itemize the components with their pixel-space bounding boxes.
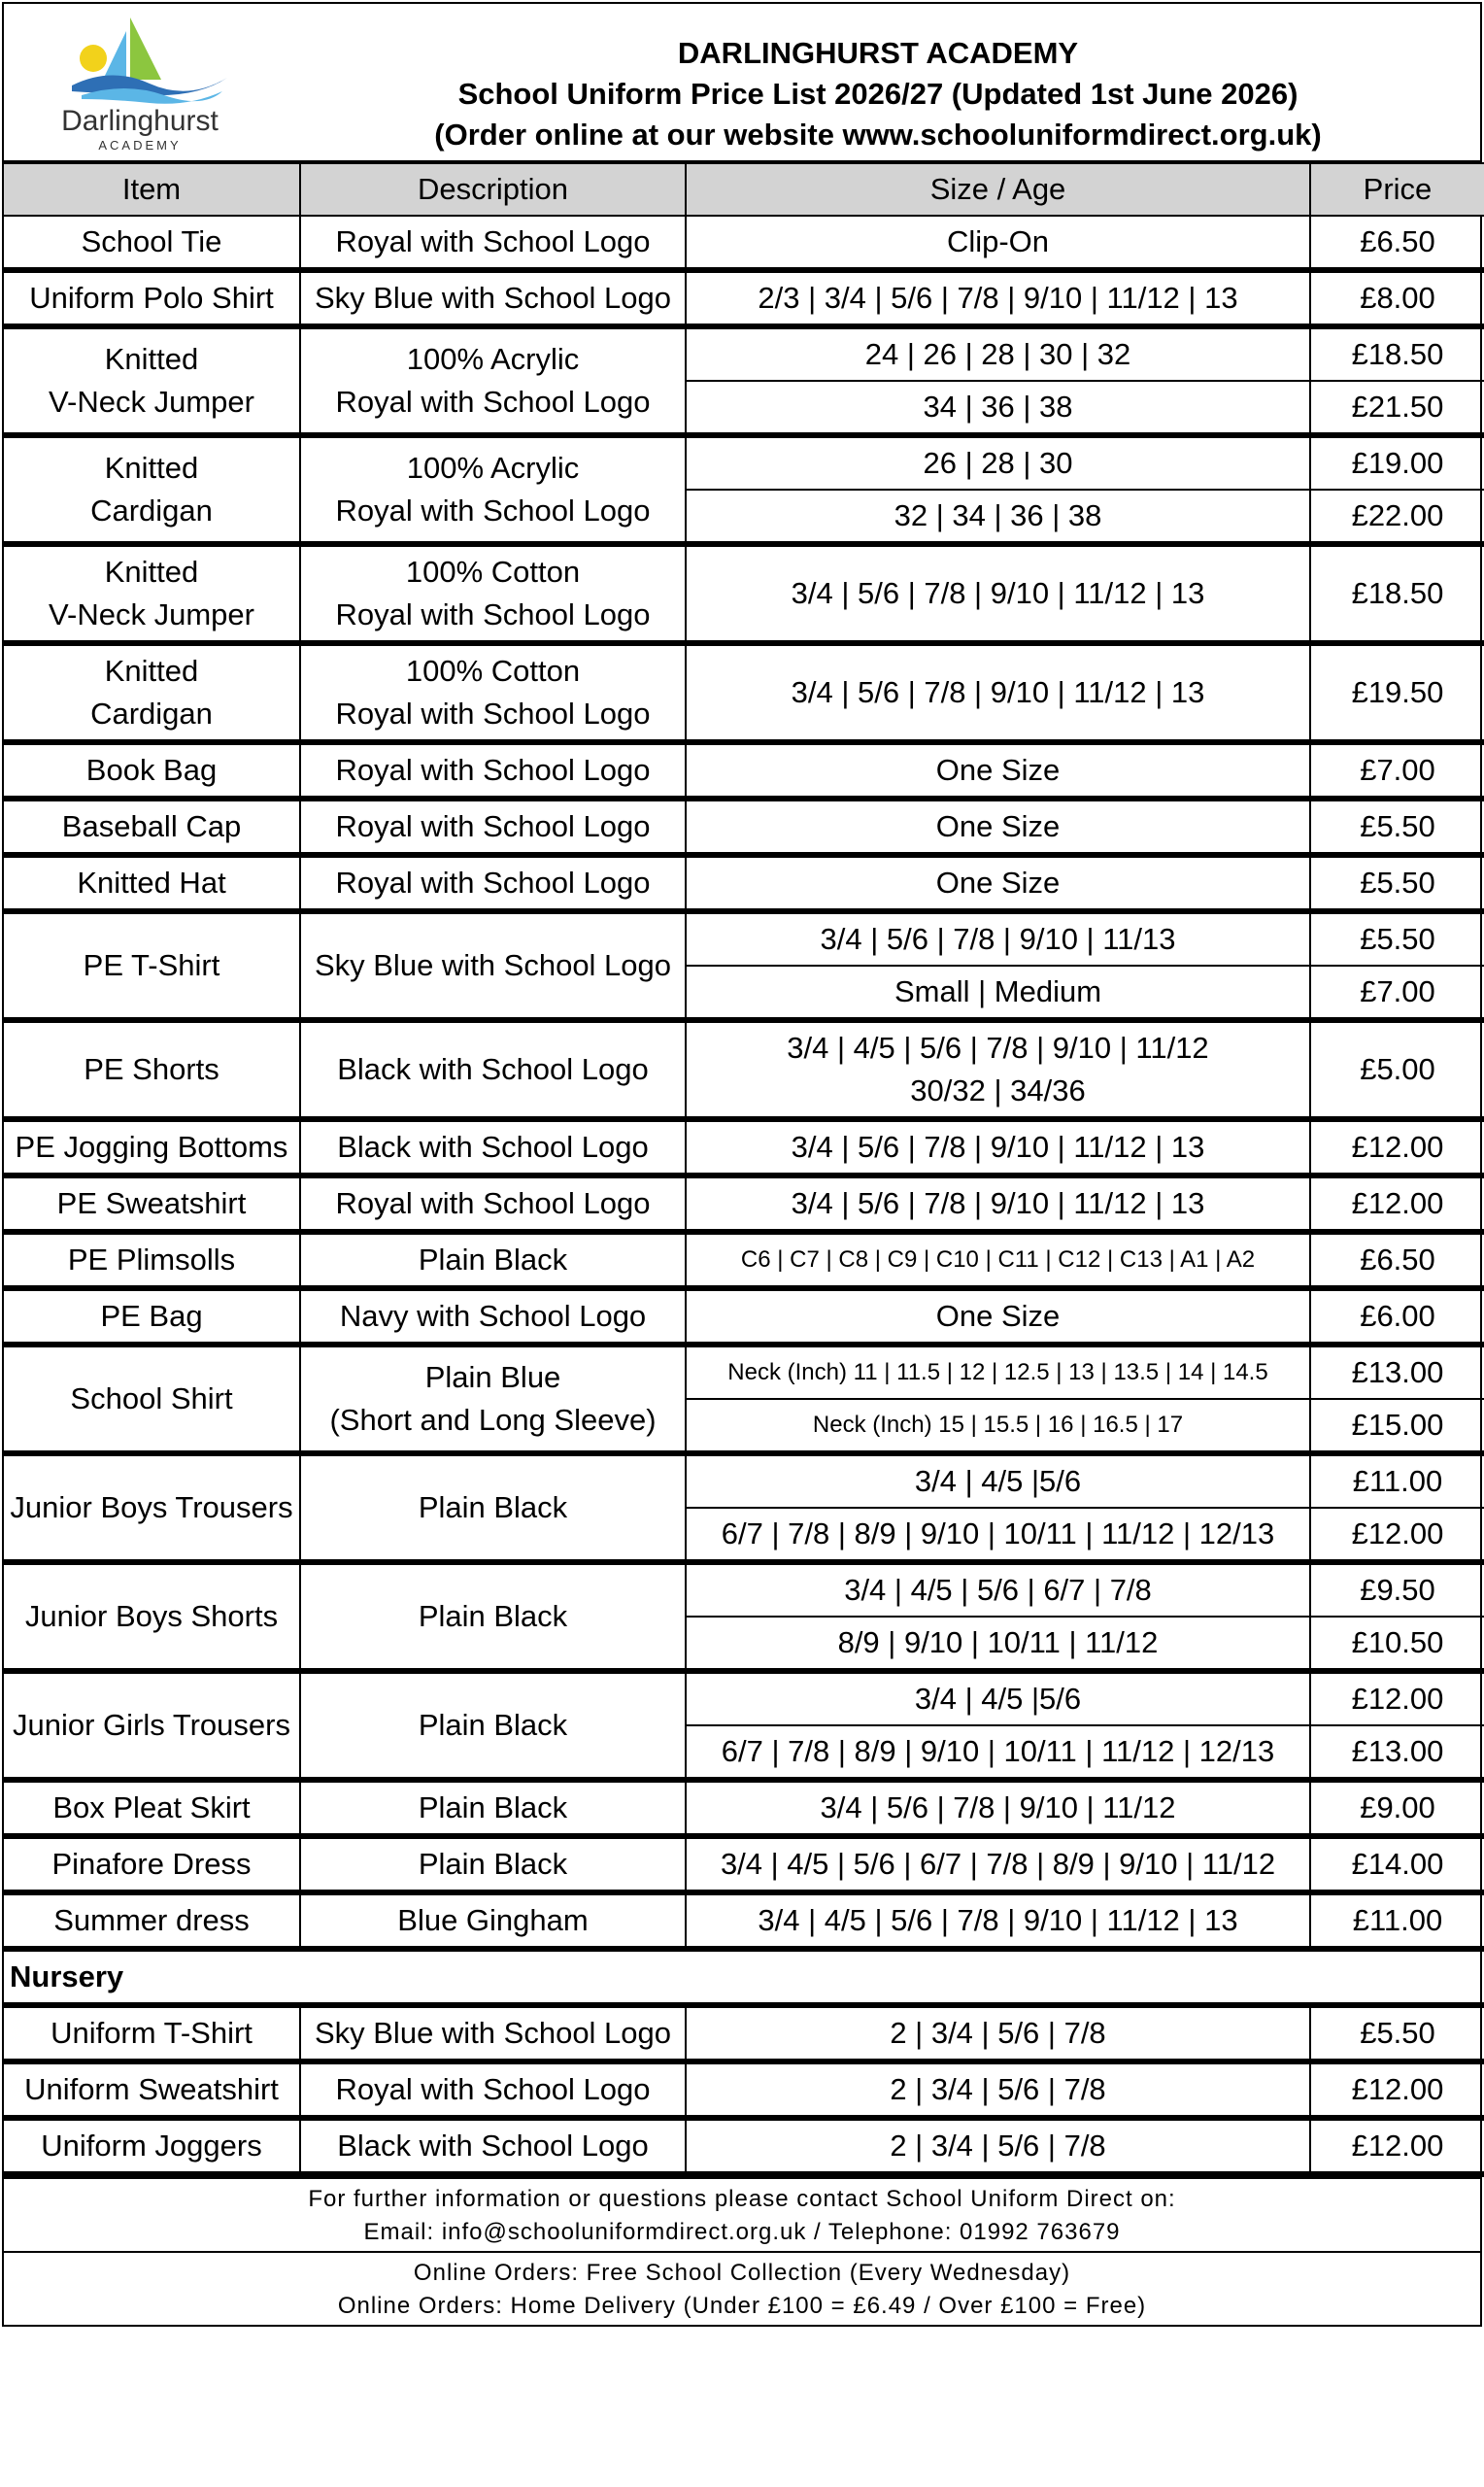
description-cell: Plain Black [300, 1780, 686, 1836]
table-row [4, 2118, 1484, 2174]
description-cell: Black with School Logo [300, 1020, 686, 1119]
column-header-item: Item [4, 163, 300, 216]
item-cell: Knitted Cardigan [4, 643, 300, 742]
main-items-body [4, 216, 1484, 1949]
table-row [4, 216, 1484, 270]
description-cell: Plain Blue (Short and Long Sleeve) [300, 1345, 686, 1453]
description-cell: Sky Blue with School Logo [300, 911, 686, 1020]
size-cell: 3/4 | 4/5 |5/6 [686, 1671, 1310, 1725]
item-cell: Junior Boys Trousers [4, 1453, 300, 1562]
price-cell: £6.50 [1310, 1232, 1484, 1288]
price-cell: £5.00 [1310, 1020, 1484, 1119]
size-cell: 2 | 3/4 | 5/6 | 7/8 [686, 2005, 1310, 2061]
price-cell: £11.00 [1310, 1453, 1484, 1508]
price-cell: £5.50 [1310, 855, 1484, 911]
table-row [4, 1780, 1484, 1836]
size-cell: 3/4 | 5/6 | 7/8 | 9/10 | 11/12 | 13 [686, 643, 1310, 742]
column-header-size: Size / Age [686, 163, 1310, 216]
description-cell: Royal with School Logo [300, 1175, 686, 1232]
item-cell: Box Pleat Skirt [4, 1780, 300, 1836]
nursery-section-row [4, 1949, 1484, 2005]
size-cell: One Size [686, 742, 1310, 799]
page-subtitle: School Uniform Price List 2026/27 (Updated 1st June 2026) [457, 77, 1298, 111]
price-cell: £14.00 [1310, 1836, 1484, 1892]
size-cell: 2/3 | 3/4 | 5/6 | 7/8 | 9/10 | 11/12 | 13 [686, 270, 1310, 326]
description-cell: Sky Blue with School Logo [300, 270, 686, 326]
price-cell: £22.00 [1310, 490, 1484, 544]
size-cell: C6 | C7 | C8 | C9 | C10 | C11 | C12 | C13 | A1 | A2 [686, 1232, 1310, 1288]
table-row [4, 1671, 1484, 1725]
table-row [4, 855, 1484, 911]
description-cell: Royal with School Logo [300, 799, 686, 855]
table-row [4, 1345, 1484, 1399]
item-cell: Uniform Sweatshirt [4, 2061, 300, 2118]
school-logo-icon [33, 10, 247, 155]
size-cell: 3/4 | 4/5 |5/6 [686, 1453, 1310, 1508]
price-cell: £8.00 [1310, 270, 1484, 326]
item-cell: Junior Boys Shorts [4, 1562, 300, 1671]
price-list-sheet [2, 2, 1482, 2327]
contact-info [4, 2177, 1480, 2253]
table-row [4, 1020, 1484, 1119]
description-cell: Blue Gingham [300, 1892, 686, 1949]
table-row [4, 911, 1484, 966]
item-cell: PE Sweatshirt [4, 1175, 300, 1232]
table-row [4, 2061, 1484, 2118]
table-row [4, 326, 1484, 381]
size-cell: 6/7 | 7/8 | 8/9 | 9/10 | 10/11 | 11/12 | 12/13 [686, 1725, 1310, 1780]
price-cell: £6.00 [1310, 1288, 1484, 1345]
order-collection-line: Online Orders: Free School Collection (Every Wednesday) [413, 2260, 1071, 2286]
price-cell: £18.50 [1310, 544, 1484, 643]
price-cell: £12.00 [1310, 2118, 1484, 2174]
item-cell: PE Bag [4, 1288, 300, 1345]
item-cell: School Shirt [4, 1345, 300, 1453]
price-cell: £12.00 [1310, 1119, 1484, 1175]
table-row [4, 1119, 1484, 1175]
size-cell: One Size [686, 799, 1310, 855]
description-cell: 100% Cotton Royal with School Logo [300, 544, 686, 643]
description-cell: Navy with School Logo [300, 1288, 686, 1345]
table-row [4, 1175, 1484, 1232]
description-cell: Royal with School Logo [300, 2061, 686, 2118]
table-row [4, 643, 1484, 742]
item-cell: PE Shorts [4, 1020, 300, 1119]
size-cell: 3/4 | 4/5 | 5/6 | 6/7 | 7/8 | 8/9 | 9/10 | 11/12 [686, 1836, 1310, 1892]
item-cell: Knitted V-Neck Jumper [4, 544, 300, 643]
order-online-line: (Order online at our website www.schooluniformdirect.org.uk) [434, 118, 1322, 152]
order-info [4, 2253, 1480, 2325]
table-row [4, 270, 1484, 326]
table-row [4, 799, 1484, 855]
size-cell: One Size [686, 855, 1310, 911]
price-cell: £19.50 [1310, 643, 1484, 742]
size-cell: Small | Medium [686, 966, 1310, 1020]
price-cell: £18.50 [1310, 326, 1484, 381]
price-cell: £7.00 [1310, 742, 1484, 799]
table-row [4, 435, 1484, 490]
size-cell: 3/4 | 5/6 | 7/8 | 9/10 | 11/13 [686, 911, 1310, 966]
size-cell: 3/4 | 5/6 | 7/8 | 9/10 | 11/12 | 13 [686, 1175, 1310, 1232]
description-cell: Plain Black [300, 1836, 686, 1892]
price-cell: £6.50 [1310, 216, 1484, 270]
price-cell: £15.00 [1310, 1399, 1484, 1453]
price-cell: £21.50 [1310, 381, 1484, 435]
price-cell: £7.00 [1310, 966, 1484, 1020]
description-cell: Black with School Logo [300, 1119, 686, 1175]
table-row [4, 2005, 1484, 2061]
item-cell: PE Jogging Bottoms [4, 1119, 300, 1175]
table-row [4, 742, 1484, 799]
price-cell: £11.00 [1310, 1892, 1484, 1949]
item-cell: PE T-Shirt [4, 911, 300, 1020]
description-cell: Sky Blue with School Logo [300, 2005, 686, 2061]
logo-subtext: ACADEMY [98, 138, 182, 153]
logo-wordmark: Darlinghurst [61, 105, 219, 137]
item-cell: School Tie [4, 216, 300, 270]
item-cell: PE Plimsolls [4, 1232, 300, 1288]
price-cell: £10.50 [1310, 1617, 1484, 1671]
item-cell: Uniform Joggers [4, 2118, 300, 2174]
size-cell: 3/4 | 5/6 | 7/8 | 9/10 | 11/12 | 13 [686, 544, 1310, 643]
item-cell: Knitted Cardigan [4, 435, 300, 544]
table-row [4, 544, 1484, 643]
column-header-price: Price [1310, 163, 1484, 216]
item-cell: Baseball Cap [4, 799, 300, 855]
size-cell: 3/4 | 4/5 | 5/6 | 6/7 | 7/8 [686, 1562, 1310, 1617]
item-cell: Uniform Polo Shirt [4, 270, 300, 326]
document-header [4, 4, 1480, 162]
table-row [4, 1453, 1484, 1508]
price-cell: £12.00 [1310, 1175, 1484, 1232]
description-cell: Royal with School Logo [300, 742, 686, 799]
size-cell: 34 | 36 | 38 [686, 381, 1310, 435]
price-table [4, 162, 1484, 2177]
item-cell: Knitted V-Neck Jumper [4, 326, 300, 435]
header-titles [295, 33, 1461, 155]
description-cell: 100% Acrylic Royal with School Logo [300, 326, 686, 435]
size-cell: 3/4 | 5/6 | 7/8 | 9/10 | 11/12 | 13 [686, 1119, 1310, 1175]
nursery-section [4, 1949, 1484, 2005]
item-cell: Knitted Hat [4, 855, 300, 911]
table-row [4, 1836, 1484, 1892]
price-cell: £12.00 [1310, 1508, 1484, 1562]
price-cell: £13.00 [1310, 1345, 1484, 1399]
page-title: DARLINGHURST ACADEMY [677, 36, 1079, 70]
price-cell: £5.50 [1310, 911, 1484, 966]
order-delivery-line: Online Orders: Home Delivery (Under £100 = £6.49 / Over £100 = Free) [337, 2293, 1147, 2319]
size-cell: Neck (Inch) 15 | 15.5 | 16 | 16.5 | 17 [686, 1399, 1310, 1453]
table-row [4, 1288, 1484, 1345]
size-cell: Clip-On [686, 216, 1310, 270]
description-cell: Plain Black [300, 1562, 686, 1671]
description-cell: 100% Acrylic Royal with School Logo [300, 435, 686, 544]
table-row [4, 1232, 1484, 1288]
item-cell: Book Bag [4, 742, 300, 799]
size-cell: 3/4 | 4/5 | 5/6 | 7/8 | 9/10 | 11/12 | 13 [686, 1892, 1310, 1949]
contact-info-line: For further information or questions please contact School Uniform Direct on: [308, 2186, 1176, 2212]
contact-details-line: Email: info@schooluniformdirect.org.uk / Telephone: 01992 763679 [363, 2219, 1121, 2245]
size-cell: 26 | 28 | 30 [686, 435, 1310, 490]
item-cell: Uniform T-Shirt [4, 2005, 300, 2061]
price-cell: £5.50 [1310, 2005, 1484, 2061]
description-cell: Plain Black [300, 1232, 686, 1288]
size-cell: One Size [686, 1288, 1310, 1345]
price-cell: £5.50 [1310, 799, 1484, 855]
description-cell: Plain Black [300, 1671, 686, 1780]
size-cell: Neck (Inch) 11 | 11.5 | 12 | 12.5 | 13 | 13.5 | 14 | 14.5 [686, 1345, 1310, 1399]
size-cell: 6/7 | 7/8 | 8/9 | 9/10 | 10/11 | 11/12 | 12/13 [686, 1508, 1310, 1562]
description-cell: 100% Cotton Royal with School Logo [300, 643, 686, 742]
description-cell: Royal with School Logo [300, 855, 686, 911]
price-cell: £13.00 [1310, 1725, 1484, 1780]
size-cell: 24 | 26 | 28 | 30 | 32 [686, 326, 1310, 381]
item-cell: Junior Girls Trousers [4, 1671, 300, 1780]
description-cell: Royal with School Logo [300, 216, 686, 270]
description-cell: Black with School Logo [300, 2118, 686, 2174]
price-cell: £19.00 [1310, 435, 1484, 490]
size-cell: 2 | 3/4 | 5/6 | 7/8 [686, 2118, 1310, 2174]
size-cell: 8/9 | 9/10 | 10/11 | 11/12 [686, 1617, 1310, 1671]
price-cell: £9.50 [1310, 1562, 1484, 1617]
nursery-section-label: Nursery [4, 1949, 1484, 2005]
column-header-description: Description [300, 163, 686, 216]
table-row [4, 1892, 1484, 1949]
size-cell: 32 | 34 | 36 | 38 [686, 490, 1310, 544]
size-cell: 2 | 3/4 | 5/6 | 7/8 [686, 2061, 1310, 2118]
description-cell: Plain Black [300, 1453, 686, 1562]
item-cell: Summer dress [4, 1892, 300, 1949]
size-cell: 3/4 | 5/6 | 7/8 | 9/10 | 11/12 [686, 1780, 1310, 1836]
table-header-row [4, 163, 1484, 216]
item-cell: Pinafore Dress [4, 1836, 300, 1892]
price-cell: £9.00 [1310, 1780, 1484, 1836]
size-cell: 3/4 | 4/5 | 5/6 | 7/8 | 9/10 | 11/12 30/32 | 34/36 [686, 1020, 1310, 1119]
price-cell: £12.00 [1310, 1671, 1484, 1725]
nursery-items-body [4, 2005, 1484, 2174]
table-row [4, 1562, 1484, 1617]
price-cell: £12.00 [1310, 2061, 1484, 2118]
